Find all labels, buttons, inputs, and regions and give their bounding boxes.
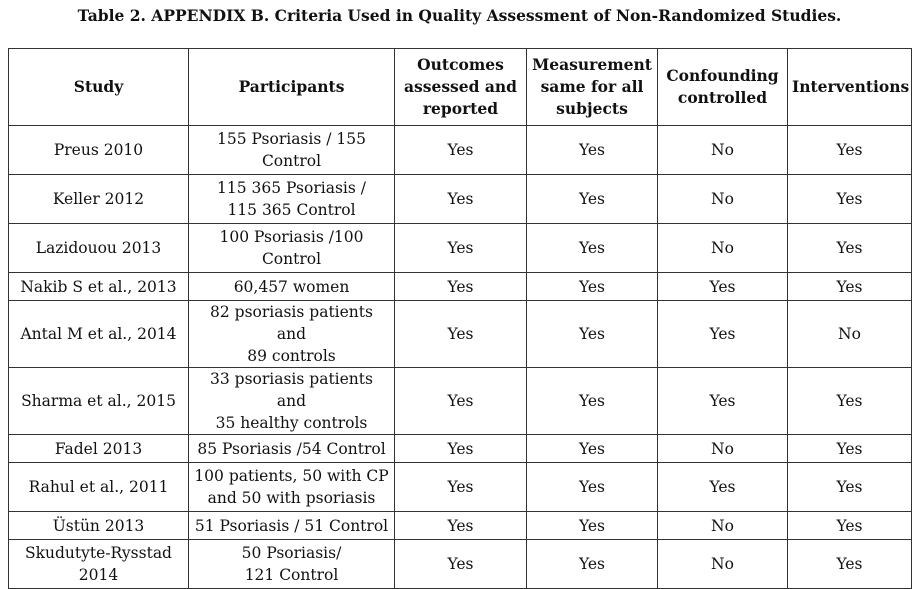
header-confounding-line: controlled	[677, 88, 768, 107]
cell-confounding: Yes	[658, 301, 788, 368]
cell-line: Lazidouou 2013	[35, 239, 162, 257]
cell-confounding: Yes	[658, 368, 788, 435]
cell-outcomes: Yes	[395, 512, 527, 540]
cell-line: Skudutyte-Rysstad	[25, 544, 172, 562]
cell-participants	[189, 368, 395, 435]
cell-interventions: Yes	[788, 273, 912, 301]
header-measurement	[527, 49, 658, 126]
table-row	[9, 175, 912, 224]
cell-outcomes: Yes	[395, 540, 527, 589]
cell-participants	[189, 463, 395, 512]
cell-line: 85 Psoriasis /54 Control	[197, 439, 386, 458]
header-measurement-line: Measurement	[532, 55, 652, 74]
cell-line: Fadel 2013	[54, 439, 143, 458]
cell-interventions: Yes	[788, 540, 912, 589]
cell-line: Control	[261, 152, 322, 170]
header-outcomes	[395, 49, 527, 126]
table-row	[9, 512, 912, 540]
cell-line: 82 psoriasis patients and	[210, 303, 373, 343]
header-interventions: Interventions	[788, 49, 912, 126]
cell-interventions: Yes	[788, 463, 912, 512]
cell-line: Antal M et al., 2014	[20, 325, 177, 343]
header-confounding-line: Confounding	[666, 66, 779, 85]
cell-measurement: Yes	[527, 224, 658, 273]
cell-line: 60,457 women	[233, 277, 350, 296]
cell-study	[9, 126, 189, 175]
cell-line: Preus 2010	[53, 141, 144, 159]
quality-assessment-table	[8, 48, 912, 589]
cell-confounding: Yes	[658, 463, 788, 512]
cell-interventions: Yes	[788, 512, 912, 540]
cell-outcomes: Yes	[395, 126, 527, 175]
cell-line: 155 Psoriasis / 155	[217, 130, 366, 148]
cell-measurement: Yes	[527, 435, 658, 463]
cell-study	[9, 224, 189, 273]
cell-line: 33 psoriasis patients and	[210, 370, 373, 410]
cell-outcomes: Yes	[395, 175, 527, 224]
cell-measurement: Yes	[527, 175, 658, 224]
cell-outcomes: Yes	[395, 273, 527, 301]
cell-confounding: Yes	[658, 273, 788, 301]
table-caption: Table 2. APPENDIX B. Criteria Used in Quality Assessment of Non-Randomized Studies.	[77, 6, 842, 25]
cell-line: 100 Psoriasis /100	[219, 228, 364, 246]
cell-study	[9, 540, 189, 589]
cell-line: Nakib S et al., 2013	[20, 277, 177, 296]
cell-line: Sharma et al., 2015	[21, 392, 176, 410]
cell-participants	[189, 273, 395, 301]
header-row	[9, 49, 912, 126]
cell-study	[9, 512, 189, 540]
cell-measurement: Yes	[527, 273, 658, 301]
cell-participants	[189, 435, 395, 463]
cell-study	[9, 463, 189, 512]
cell-participants	[189, 224, 395, 273]
cell-study	[9, 301, 189, 368]
cell-measurement: Yes	[527, 126, 658, 175]
cell-line: Rahul et al., 2011	[28, 478, 169, 496]
table-row	[9, 224, 912, 273]
table-row	[9, 273, 912, 301]
cell-line: 115 365 Psoriasis /	[217, 179, 366, 197]
cell-line: Üstün 2013	[52, 516, 145, 535]
cell-line: 51 Psoriasis / 51 Control	[194, 516, 389, 535]
cell-line: and 50 with psoriasis	[207, 489, 376, 507]
cell-measurement: Yes	[527, 540, 658, 589]
cell-interventions: Yes	[788, 175, 912, 224]
cell-confounding: No	[658, 175, 788, 224]
header-measurement-line: same for all	[540, 77, 644, 96]
cell-study	[9, 273, 189, 301]
cell-interventions: No	[788, 301, 912, 368]
cell-measurement: Yes	[527, 512, 658, 540]
header-participants: Participants	[189, 49, 395, 126]
header-study: Study	[9, 49, 189, 126]
cell-measurement: Yes	[527, 301, 658, 368]
cell-study	[9, 435, 189, 463]
cell-measurement: Yes	[527, 463, 658, 512]
cell-line: 100 patients, 50 with CP	[194, 467, 389, 485]
cell-outcomes: Yes	[395, 301, 527, 368]
cell-line: Control	[261, 250, 322, 268]
cell-line: 2014	[78, 566, 119, 584]
cell-participants	[189, 512, 395, 540]
cell-confounding: No	[658, 512, 788, 540]
cell-confounding: No	[658, 224, 788, 273]
cell-confounding: No	[658, 126, 788, 175]
cell-line: 89 controls	[247, 347, 336, 365]
cell-study	[9, 175, 189, 224]
cell-line: 115 365 Control	[227, 201, 356, 219]
header-outcomes-line: reported	[422, 99, 499, 118]
table-row	[9, 435, 912, 463]
cell-participants	[189, 175, 395, 224]
cell-outcomes: Yes	[395, 435, 527, 463]
cell-participants	[189, 301, 395, 368]
cell-participants	[189, 540, 395, 589]
cell-interventions: Yes	[788, 126, 912, 175]
cell-interventions: Yes	[788, 368, 912, 435]
table-row	[9, 463, 912, 512]
cell-interventions: Yes	[788, 224, 912, 273]
table-row	[9, 126, 912, 175]
cell-confounding: No	[658, 540, 788, 589]
header-confounding	[658, 49, 788, 126]
cell-outcomes: Yes	[395, 224, 527, 273]
cell-interventions: Yes	[788, 435, 912, 463]
table-row	[9, 301, 912, 368]
header-outcomes-line: Outcomes	[417, 55, 504, 74]
cell-line: 121 Control	[244, 566, 339, 584]
table-row	[9, 540, 912, 589]
cell-line: Keller 2012	[52, 190, 145, 208]
header-measurement-line: subjects	[556, 99, 628, 118]
cell-line: 50 Psoriasis/	[241, 544, 342, 562]
cell-study	[9, 368, 189, 435]
cell-line: 35 healthy controls	[215, 414, 368, 432]
cell-outcomes: Yes	[395, 368, 527, 435]
cell-outcomes: Yes	[395, 463, 527, 512]
cell-confounding: No	[658, 435, 788, 463]
cell-measurement: Yes	[527, 368, 658, 435]
header-outcomes-line: assessed and	[403, 77, 518, 96]
cell-participants	[189, 126, 395, 175]
table-row	[9, 368, 912, 435]
